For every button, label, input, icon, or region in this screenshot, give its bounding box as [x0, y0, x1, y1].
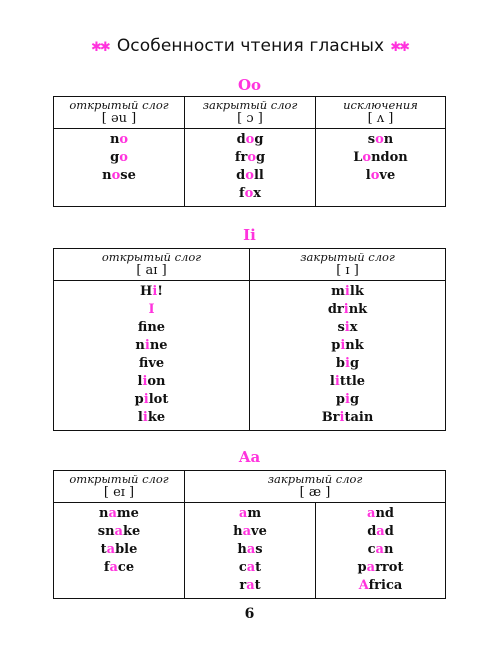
word-part: r — [239, 578, 247, 593]
word-part: t — [100, 542, 107, 557]
highlighted-vowel: o — [119, 132, 129, 147]
header-label: закрытый слог — [202, 98, 298, 112]
highlighted-vowel: i — [152, 284, 158, 299]
vowel-word — [185, 523, 315, 541]
highlighted-vowel: o — [247, 150, 257, 165]
vowel-word — [250, 391, 445, 409]
highlighted-vowel: i — [142, 410, 148, 425]
word-part: ve — [148, 356, 165, 371]
word-part: ll — [253, 168, 264, 183]
header-o-open — [54, 97, 185, 129]
vowel-word — [54, 167, 184, 185]
word-part: d — [236, 132, 246, 147]
word-list — [54, 129, 185, 207]
word-part: frica — [368, 578, 403, 593]
word-part: l — [329, 374, 335, 389]
highlighted-vowel: a — [375, 542, 384, 557]
word-part: f — [137, 320, 148, 335]
table-i — [53, 248, 446, 431]
highlighted-vowel: a — [106, 542, 116, 557]
vowel-word — [250, 409, 445, 427]
table-i-body — [54, 281, 446, 431]
highlighted-vowel: i — [143, 392, 149, 407]
highlighted-vowel: o — [245, 168, 254, 183]
highlighted-vowel: a — [246, 542, 256, 557]
vowel-word — [185, 505, 315, 523]
word-list — [316, 503, 446, 599]
word-part: ve — [379, 168, 396, 183]
word-part: p — [134, 392, 144, 407]
highlighted-vowel: a — [367, 506, 376, 521]
header-label: закрытый слог — [300, 250, 395, 264]
vowel-word — [185, 167, 315, 185]
word-part: ke — [147, 410, 166, 425]
word-part: f — [238, 186, 245, 201]
highlighted-vowel: a — [246, 578, 255, 593]
page-title — [0, 36, 499, 56]
word-list — [54, 281, 250, 431]
word-part: g — [254, 132, 264, 147]
vowel-word — [250, 319, 445, 337]
word-part: s — [367, 132, 376, 147]
table-o-header — [54, 97, 446, 129]
word-part: g — [349, 392, 360, 407]
section-title-o: Oo — [237, 76, 262, 94]
word-part: nd — [375, 506, 394, 521]
vowel-word — [250, 373, 445, 391]
vowel-word — [54, 131, 184, 149]
word-part: n — [99, 506, 109, 521]
word-part: ndon — [371, 150, 408, 165]
word-part: n — [383, 132, 394, 147]
highlighted-vowel: i — [344, 320, 350, 335]
highlighted-vowel: a — [108, 506, 117, 521]
highlighted-vowel: a — [376, 524, 385, 539]
word-part: ke — [122, 524, 141, 539]
vowel-word — [54, 391, 249, 409]
word-part: rrot — [375, 560, 404, 575]
word-part: n — [109, 132, 120, 147]
vowel-word — [185, 185, 315, 203]
vowel-word — [54, 523, 184, 541]
word-part: d — [367, 524, 377, 539]
word-part: f — [138, 356, 149, 371]
header-i-open — [54, 249, 250, 281]
highlighted-vowel: o — [111, 168, 121, 183]
vowel-word — [54, 505, 184, 523]
header-transcription: [ aɪ ] — [136, 263, 167, 278]
word-part: g — [256, 150, 266, 165]
header-o-exceptions — [316, 97, 446, 129]
vowel-word — [54, 149, 184, 167]
table-a — [53, 470, 446, 599]
vowel-word — [54, 283, 249, 301]
table-i-header — [54, 249, 446, 281]
word-part: g — [349, 356, 360, 371]
vowel-word — [316, 131, 445, 149]
header-transcription: [ æ ] — [299, 485, 331, 500]
vowel-word — [316, 577, 445, 595]
vowel-word — [54, 337, 249, 355]
word-part: h — [233, 524, 243, 539]
word-part: g — [110, 150, 120, 165]
vowel-word — [250, 301, 445, 319]
header-a-open — [54, 471, 185, 503]
word-part: c — [367, 542, 376, 557]
highlighted-vowel: a — [242, 524, 252, 539]
highlighted-vowel: a — [109, 560, 118, 575]
highlighted-vowel: i — [345, 392, 350, 407]
header-label: открытый слог — [69, 472, 169, 486]
word-part: l — [137, 410, 143, 425]
word-part: fr — [234, 150, 248, 165]
vowel-word — [185, 559, 315, 577]
word-part: f — [103, 560, 110, 575]
page-title-text: Особенности чтения гласных — [116, 36, 385, 56]
word-part: ! — [157, 284, 163, 299]
word-list — [54, 503, 185, 599]
header-transcription: [ ʌ ] — [367, 111, 394, 126]
highlighted-vowel: i — [142, 374, 148, 389]
highlighted-vowel: o — [245, 132, 255, 147]
word-part: L — [353, 150, 363, 165]
word-part: c — [238, 560, 247, 575]
vowel-word — [185, 577, 315, 595]
section-title-i: Ii — [243, 226, 256, 244]
vowel-word — [54, 301, 249, 319]
word-part: nk — [348, 302, 368, 317]
header-label: исключения — [343, 98, 418, 112]
word-list — [185, 503, 316, 599]
vowel-word — [185, 541, 315, 559]
word-list — [185, 129, 316, 207]
highlighted-vowel: A — [358, 578, 369, 593]
word-part: p — [331, 338, 341, 353]
header-o-closed — [185, 97, 316, 129]
word-part: sn — [97, 524, 115, 539]
table-o-body — [54, 129, 446, 207]
table-o — [53, 96, 446, 207]
header-label: открытый слог — [69, 98, 169, 112]
highlighted-vowel: i — [340, 338, 346, 353]
word-part: nk — [345, 338, 364, 353]
word-part: dr — [327, 302, 344, 317]
page-number: 6 — [244, 606, 255, 622]
word-part: x — [253, 186, 262, 201]
vowel-word — [54, 319, 249, 337]
vowel-word — [316, 541, 445, 559]
word-list — [250, 281, 446, 431]
word-part: n — [102, 168, 112, 183]
highlighted-vowel: a — [238, 506, 248, 521]
word-part: ce — [117, 560, 135, 575]
word-part: s — [255, 542, 263, 557]
word-part: H — [140, 284, 153, 299]
word-part: h — [237, 542, 247, 557]
header-transcription: [ ɪ ] — [336, 263, 359, 278]
vowel-word — [316, 167, 445, 185]
table-a-header — [54, 471, 446, 503]
highlighted-vowel: a — [246, 560, 256, 575]
word-part: n — [135, 338, 145, 353]
word-list — [316, 129, 446, 207]
word-part: b — [335, 356, 346, 371]
word-part: s — [337, 320, 345, 335]
vowel-word — [316, 505, 445, 523]
word-part: d — [384, 524, 394, 539]
highlighted-vowel: o — [375, 132, 384, 147]
header-label: открытый слог — [101, 250, 202, 264]
word-part: l — [365, 168, 371, 183]
word-part: lot — [148, 392, 169, 407]
word-part: on — [147, 374, 166, 389]
highlighted-vowel: a — [114, 524, 123, 539]
header-a-closed — [185, 471, 446, 503]
highlighted-vowel: a — [366, 560, 376, 575]
word-part: m — [247, 506, 262, 521]
highlighted-vowel: i — [144, 338, 150, 353]
word-part: ttle — [339, 374, 366, 389]
vowel-word — [185, 149, 315, 167]
highlighted-vowel: o — [244, 186, 254, 201]
word-part: t — [255, 560, 262, 575]
word-part: n — [383, 542, 394, 557]
header-i-closed — [250, 249, 446, 281]
highlighted-vowel: o — [362, 150, 372, 165]
vowel-word — [54, 559, 184, 577]
highlighted-vowel: i — [344, 284, 350, 299]
highlighted-vowel: i — [343, 302, 349, 317]
vowel-word — [54, 409, 249, 427]
vowel-word — [54, 541, 184, 559]
vowel-word — [250, 283, 445, 301]
word-part: ne — [149, 338, 168, 353]
word-part: t — [254, 578, 261, 593]
highlighted-vowel: o — [370, 168, 380, 183]
header-label: закрытый слог — [267, 472, 363, 486]
star-ornament-right: ✱✱ — [390, 40, 408, 55]
word-part: me — [116, 506, 139, 521]
word-part: x — [349, 320, 358, 335]
word-part: p — [357, 560, 367, 575]
word-part: ne — [147, 320, 166, 335]
word-part: l — [137, 374, 143, 389]
word-part: Br — [321, 410, 340, 425]
vowel-word — [316, 559, 445, 577]
star-ornament-left: ✱✱ — [91, 40, 109, 55]
highlighted-vowel: i — [339, 410, 345, 425]
vowel-word — [250, 355, 445, 373]
header-transcription: [ eɪ ] — [103, 485, 135, 500]
vowel-word — [54, 355, 249, 373]
header-transcription: [ əu ] — [101, 111, 137, 126]
word-part: m — [331, 284, 345, 299]
vowel-word — [316, 149, 445, 167]
word-part: p — [335, 392, 346, 407]
word-part: d — [236, 168, 246, 183]
word-part: ve — [251, 524, 267, 539]
highlighted-vowel: o — [119, 150, 128, 165]
highlighted-vowel: i — [334, 374, 340, 389]
section-title-a: Aa — [238, 448, 261, 466]
header-transcription: [ ɔ ] — [237, 111, 263, 126]
vowel-word — [54, 373, 249, 391]
word-part: lk — [349, 284, 364, 299]
highlighted-vowel: i — [345, 356, 350, 371]
word-part: se — [120, 168, 136, 183]
word-part: ble — [115, 542, 138, 557]
highlighted-vowel: I — [148, 302, 155, 317]
word-part: tain — [344, 410, 374, 425]
vowel-word — [185, 131, 315, 149]
vowel-word — [316, 523, 445, 541]
table-a-body — [54, 503, 446, 599]
vowel-word — [250, 337, 445, 355]
